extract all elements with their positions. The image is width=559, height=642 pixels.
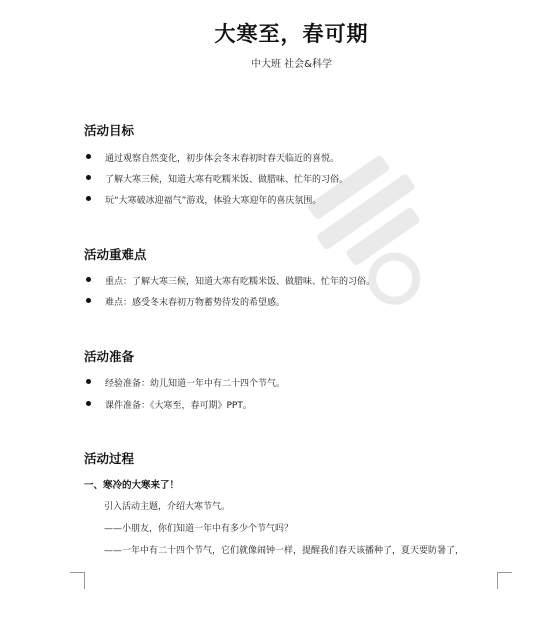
bullet-icon <box>86 298 91 303</box>
list-item-text: 难点：感受冬末春初万物蓄势待发的希望感。 <box>105 298 286 308</box>
section-heading-process: 活动过程 <box>84 451 135 466</box>
bullet-icon <box>86 401 91 406</box>
list-item-text: 了解大寒三候，知道大寒有吃糯米饭、做腊味、忙年的习俗。 <box>105 175 349 185</box>
list-item-text: 课件准备：《大寒至，春可期》PPT。 <box>105 401 252 411</box>
section-heading-key-points: 活动重难点 <box>84 247 147 262</box>
page-subtitle: 中大班 社会&科学 <box>251 59 332 70</box>
step-title: 一、寒冷的大寒来了！ <box>84 480 180 491</box>
bullet-icon <box>86 277 91 282</box>
list-item-text: 通过观察自然变化，初步体会冬末春初时春天临近的喜悦。 <box>105 154 340 164</box>
bullet-icon <box>86 175 91 180</box>
list-item-text: 经验准备：幼儿知道一年中有二十四个节气。 <box>105 379 286 389</box>
page-title: 大寒至，春可期 <box>214 22 369 46</box>
list-item-text: 重点：了解大寒三候，知道大寒有吃糯米饭、做腊味、忙年的习俗。 <box>105 277 376 287</box>
page-margin-mark-left <box>70 572 85 589</box>
paragraph-line: ——小朋友，你们知道一年中有多少个节气吗？ <box>104 524 294 534</box>
bullet-icon <box>86 196 91 201</box>
bullet-icon <box>86 154 91 159</box>
list-item-text: 玩“大寒破冰迎福气”游戏，体验大寒迎年的喜庆氛围。 <box>105 196 322 206</box>
section-heading-goals: 活动目标 <box>84 123 135 138</box>
page-margin-mark-right <box>497 572 512 589</box>
paragraph-line: ——一年中有二十四个节气，它们就像闹钟一样，提醒我们春天该播种了，夏天要防暑了， <box>104 546 465 556</box>
bullet-icon <box>86 379 91 384</box>
paragraph-line: 引入活动主题，介绍大寒节气。 <box>104 502 231 512</box>
section-heading-preparation: 活动准备 <box>84 349 135 364</box>
